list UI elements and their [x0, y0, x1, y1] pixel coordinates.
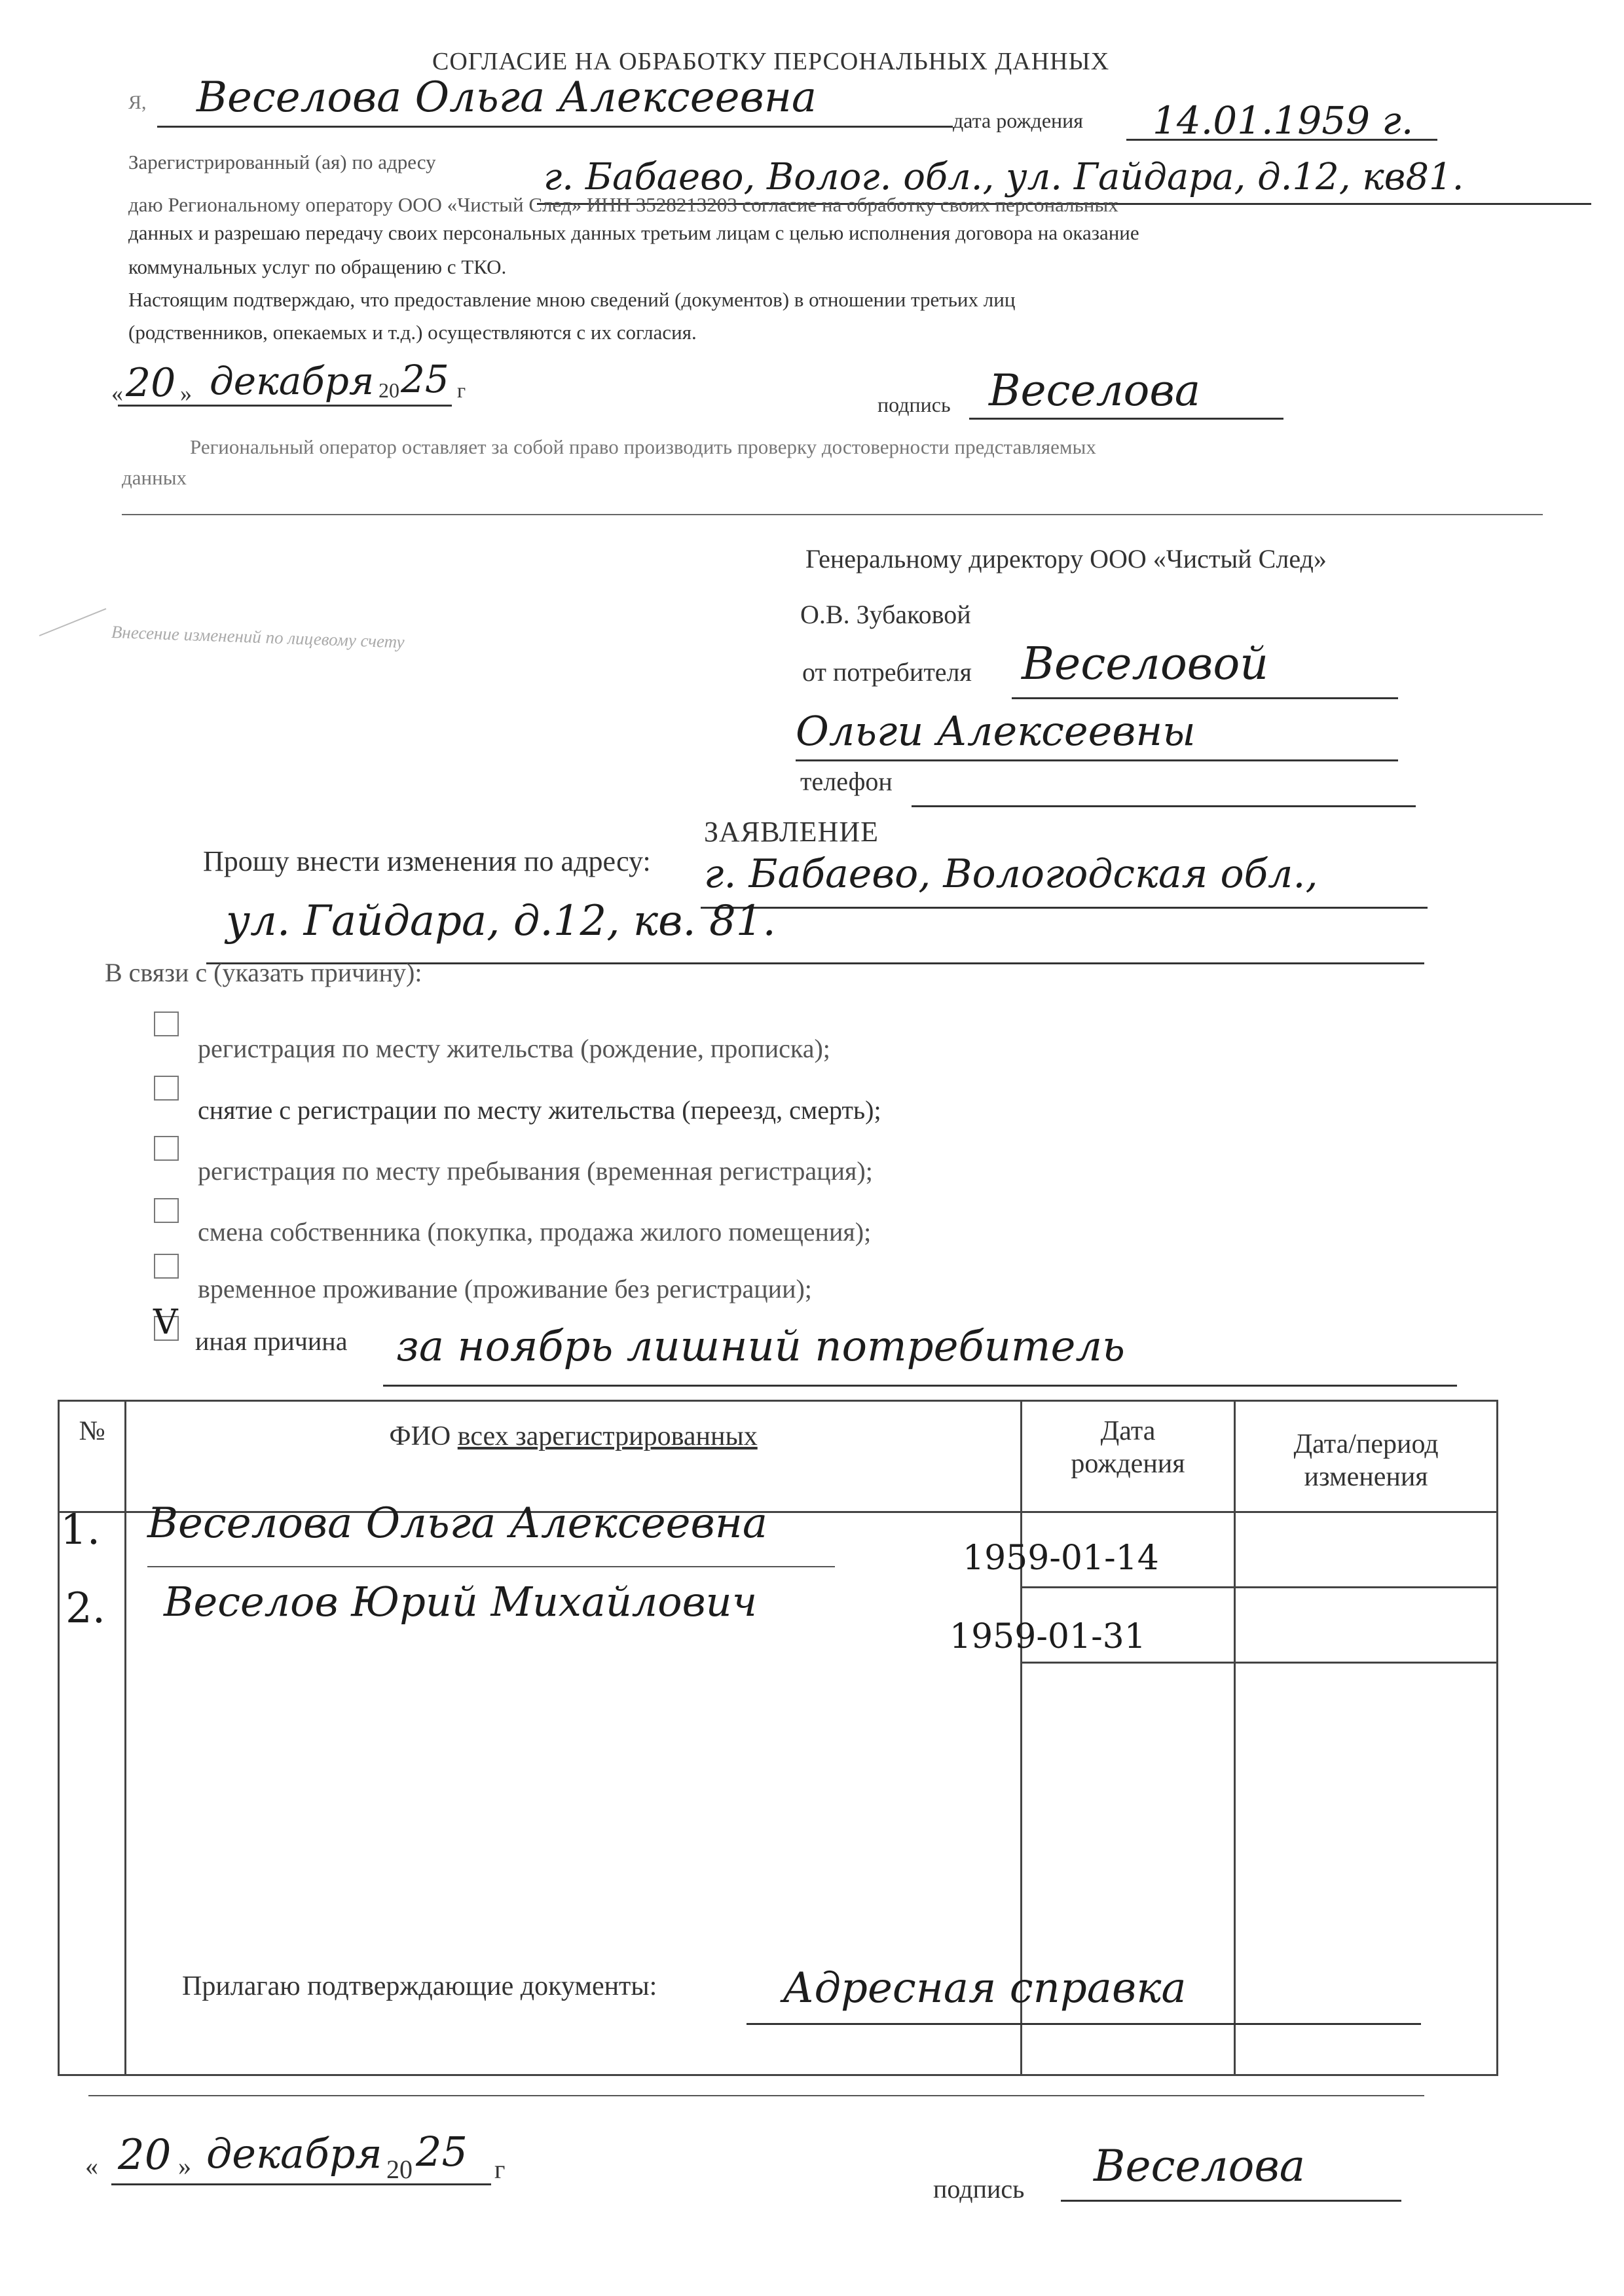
application-title: ЗАЯВЛЕНИЕ — [704, 816, 879, 848]
reason-checkbox-1[interactable] — [154, 1011, 179, 1036]
reason-checkbox-2[interactable] — [154, 1076, 179, 1101]
consent-date-year-suffix: г — [457, 378, 466, 402]
footer-date-open-quote: « — [85, 2151, 98, 2181]
birth-date-underline — [1126, 139, 1437, 141]
consent-signature-underline — [969, 418, 1283, 420]
request-address-underline-1 — [701, 907, 1428, 909]
footer-signature-underline — [1061, 2200, 1401, 2202]
addressee-line-2: О.В. Зубаковой — [800, 600, 971, 629]
reason-check-mark: V — [153, 1303, 178, 1342]
fio-header-underlined: всех зарегистрированных — [457, 1421, 758, 1451]
consent-body-line-2: данных и разрешаю передачу своих персональных данных третьим лицам с целью исполнения договора на оказание — [128, 221, 1139, 244]
reason-label-6: иная причина — [195, 1326, 348, 1356]
birth-date-value: 14.01.1959 г. — [1153, 98, 1414, 143]
reason-label-3: регистрация по месту пребывания (временная регистрация); — [198, 1156, 873, 1186]
attachments-value: Адресная справка — [783, 1964, 1187, 2013]
row-1-number: 1. — [60, 1506, 101, 1554]
from-consumer-label: от потребителя — [802, 657, 972, 687]
reason-checkbox-3[interactable] — [154, 1136, 179, 1161]
consent-date-open-quote: « — [111, 380, 123, 407]
footer-signature-label: подпись — [933, 2174, 1025, 2204]
footer-date-close-quote: » — [178, 2151, 191, 2181]
full-name-underline — [157, 126, 953, 128]
from-consumer-underline-1 — [1012, 697, 1398, 699]
consent-body-line-3: коммунальных услуг по обращению с ТКО. — [128, 255, 507, 278]
row-1-fio: Веселова Ольга Алексеевна — [147, 1499, 768, 1548]
reason-label: В связи с (указать причину): — [105, 958, 422, 987]
request-address-line-2: ул. Гайдара, д.12, кв. 81. — [226, 897, 776, 945]
phone-underline — [912, 805, 1416, 807]
section-divider — [122, 514, 1543, 515]
row-2-number: 2. — [65, 1584, 106, 1633]
consent-body-line-4: Настоящим подтверждаю, что предоставление мною сведений (документов) в отношении третьих лиц — [128, 288, 1016, 311]
footer-date-year-suffix: г — [494, 2155, 506, 2184]
footer-signature: Веселова — [1094, 2141, 1306, 2191]
request-label: Прошу внести изменения по адресу: — [203, 845, 651, 877]
footer-date-year: 25 — [416, 2128, 468, 2176]
registration-label: Зарегистрированный (ая) по адресу — [128, 151, 436, 173]
addressee-line-1: Генеральному директору ООО «Чистый След» — [805, 544, 1327, 574]
registration-address-value: г. Бабаево, Волог. обл., ул. Гайдара, д.12, кв81. — [544, 156, 1464, 198]
reason-checkbox-4[interactable] — [154, 1198, 179, 1223]
from-consumer-underline-2 — [796, 759, 1398, 761]
footer-date-month: декабря — [206, 2130, 382, 2178]
footer-date-underline — [111, 2183, 491, 2185]
row-2-fio: Веселов Юрий Михайлович — [164, 1578, 758, 1626]
other-reason-value: за ноябрь лишний потребитель — [396, 1322, 1125, 1371]
consent-date-underline — [118, 405, 452, 407]
attachments-underline-2 — [88, 2095, 1424, 2096]
consent-signature-label: подпись — [877, 393, 951, 416]
reason-label-4: смена собственника (покупка, продажа жилого помещения); — [198, 1217, 872, 1247]
row-1-fio-underline — [147, 1566, 835, 1567]
attachments-underline — [747, 2023, 1421, 2025]
consent-signature: Веселова — [989, 365, 1201, 416]
request-address-line-1: г. Бабаево, Вологодская обл., — [704, 851, 1318, 897]
reason-checkbox-5[interactable] — [154, 1254, 179, 1279]
phone-label: телефон — [800, 767, 893, 796]
consent-date-year-prefix: 20 — [378, 378, 399, 402]
full-name-value: Веселова Ольга Алексеевна — [196, 73, 817, 122]
table-header-birth: Дата рождения — [1021, 1401, 1234, 1512]
consent-body-line-5: (родственников, опекаемых и т.д.) осуществляются с их согласия. — [128, 321, 697, 344]
reason-label-1: регистрация по месту жительства (рождение, прописка); — [198, 1034, 830, 1063]
operator-note-line-2: данных — [122, 466, 187, 489]
from-consumer-surname: Веселовой — [1022, 638, 1269, 690]
operator-note-line-1: Региональный оператор оставляет за собой право производить проверку достоверности представляемых — [190, 435, 1096, 458]
birth-date-label: дата рождения — [953, 109, 1083, 132]
table-header-period: Дата/период изменения — [1235, 1401, 1498, 1512]
row-1-birth: 1959-01-14 — [963, 1539, 1159, 1578]
margin-note: Внесение изменений по лицевому счету — [111, 622, 405, 652]
consent-body-line-1: даю Региональному оператору ООО «Чистый След» ИНН 3528213203 согласие на обработку своих персональных — [128, 193, 1118, 216]
reason-label-5: временное проживание (проживание без регистрации); — [198, 1274, 812, 1303]
footer-date-year-prefix: 20 — [386, 2155, 413, 2184]
margin-note-stroke — [39, 608, 107, 636]
attachments-label: Прилагаю подтверждающие документы: — [182, 1971, 657, 2001]
other-reason-underline — [383, 1385, 1457, 1387]
consent-date-month: декабря — [210, 359, 375, 403]
table-header-number: № — [59, 1401, 126, 1512]
row-2-birth: 1959-01-31 — [950, 1617, 1146, 1656]
consent-date-day: 20 — [126, 360, 176, 406]
consent-title: СОГЛАСИЕ НА ОБРАБОТКУ ПЕРСОНАЛЬНЫХ ДАННЫХ — [432, 48, 1110, 75]
table-header-fio: ФИО всех зарегистрированных — [126, 1401, 1021, 1512]
reason-label-2: снятие с регистрации по месту жительства (переезд, смерть); — [198, 1095, 881, 1125]
i-label: Я, — [128, 92, 147, 113]
consent-date-year: 25 — [401, 357, 449, 401]
from-consumer-names: Ольги Алексеевны — [796, 707, 1196, 755]
footer-date-day: 20 — [118, 2131, 172, 2179]
consent-date-close-quote: » — [180, 380, 192, 407]
